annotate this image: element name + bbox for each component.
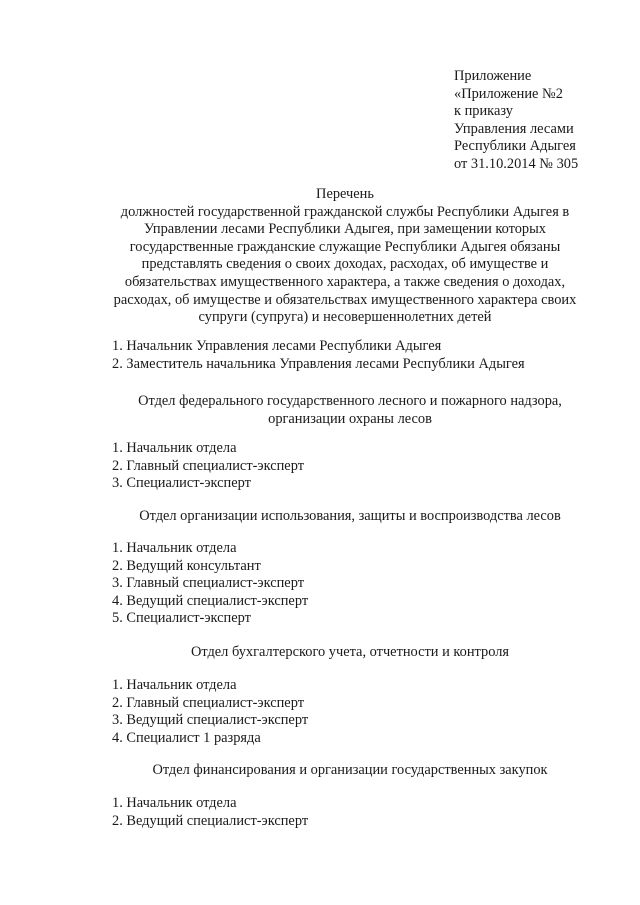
list-item: 2. Ведущий консультант — [112, 557, 261, 574]
list-item: 1. Начальник отдела — [112, 795, 237, 811]
department-title-line: Отдел бухгалтерского учета, отчетности и контроля — [190, 644, 510, 660]
description-line: должностей государственной гражданской службы Республики Адыгея в — [120, 203, 570, 220]
leadership-list — [112, 338, 612, 373]
description-line: супруги (супруга) и несовершеннолетних детей — [198, 309, 492, 326]
list-item: 1. Начальник отдела — [112, 677, 237, 693]
department-title — [100, 644, 600, 662]
description-line: Управлении лесами Республики Адыгея, при замещении которых — [143, 221, 546, 238]
appendix-block — [454, 68, 624, 174]
department-title-line: Отдел организации использования, защиты и воспроизводства лесов — [139, 508, 561, 524]
description-line: представлять сведения о своих доходах, расходах, об имуществе и — [141, 256, 549, 273]
department-title — [100, 762, 600, 780]
appendix-line: Управления лесами — [454, 120, 574, 137]
appendix-line: к приказу — [454, 103, 513, 120]
list-item: 2. Заместитель начальника Управления лесами Республики Адыгея — [112, 355, 525, 372]
list-item: 1. Начальник Управления лесами Республики Адыгея — [112, 338, 442, 354]
list-item: 1. Начальник отдела — [112, 440, 237, 456]
department-title — [100, 393, 600, 428]
description-line: обязательствах имущественного характера, а также сведения о доходах, — [124, 273, 566, 290]
list-item: 3. Ведущий специалист-эксперт — [112, 712, 309, 729]
list-item: 1. Начальник отдела — [112, 540, 237, 556]
list-item: 4. Специалист 1 разряда — [112, 729, 261, 746]
appendix-line: «Приложение №2 — [454, 85, 563, 102]
department-positions — [112, 795, 612, 830]
list-item: 3. Главный специалист-эксперт — [112, 575, 304, 592]
department-positions — [112, 677, 612, 747]
department-positions — [112, 540, 612, 628]
description-line: расходах, об имуществе и обязательствах имущественного характера своих — [113, 291, 577, 308]
description-line: государственные гражданские служащие Республики Адыгея обязаны — [129, 238, 561, 255]
department-title-line: Отдел федерального государственного лесного и пожарного надзора, — [138, 393, 562, 409]
list-item: 2. Ведущий специалист-эксперт — [112, 812, 309, 829]
list-item: 5. Специалист-эксперт — [112, 610, 251, 627]
department-title-line: организации охраны лесов — [268, 410, 432, 427]
list-item: 2. Главный специалист-эксперт — [112, 457, 304, 474]
document-title: Перечень — [316, 186, 374, 202]
list-item: 2. Главный специалист-эксперт — [112, 694, 304, 711]
appendix-line: Республики Адыгея — [454, 138, 576, 155]
department-title-line: Отдел финансирования и организации государственных закупок — [152, 762, 548, 778]
list-item: 3. Специалист-эксперт — [112, 475, 251, 492]
appendix-line: от 31.10.2014 № 305 — [454, 155, 579, 172]
department-title — [100, 508, 600, 526]
document-header — [100, 186, 590, 327]
department-positions — [112, 440, 612, 493]
list-item: 4. Ведущий специалист-эксперт — [112, 592, 309, 609]
appendix-line: Приложение — [454, 68, 532, 84]
